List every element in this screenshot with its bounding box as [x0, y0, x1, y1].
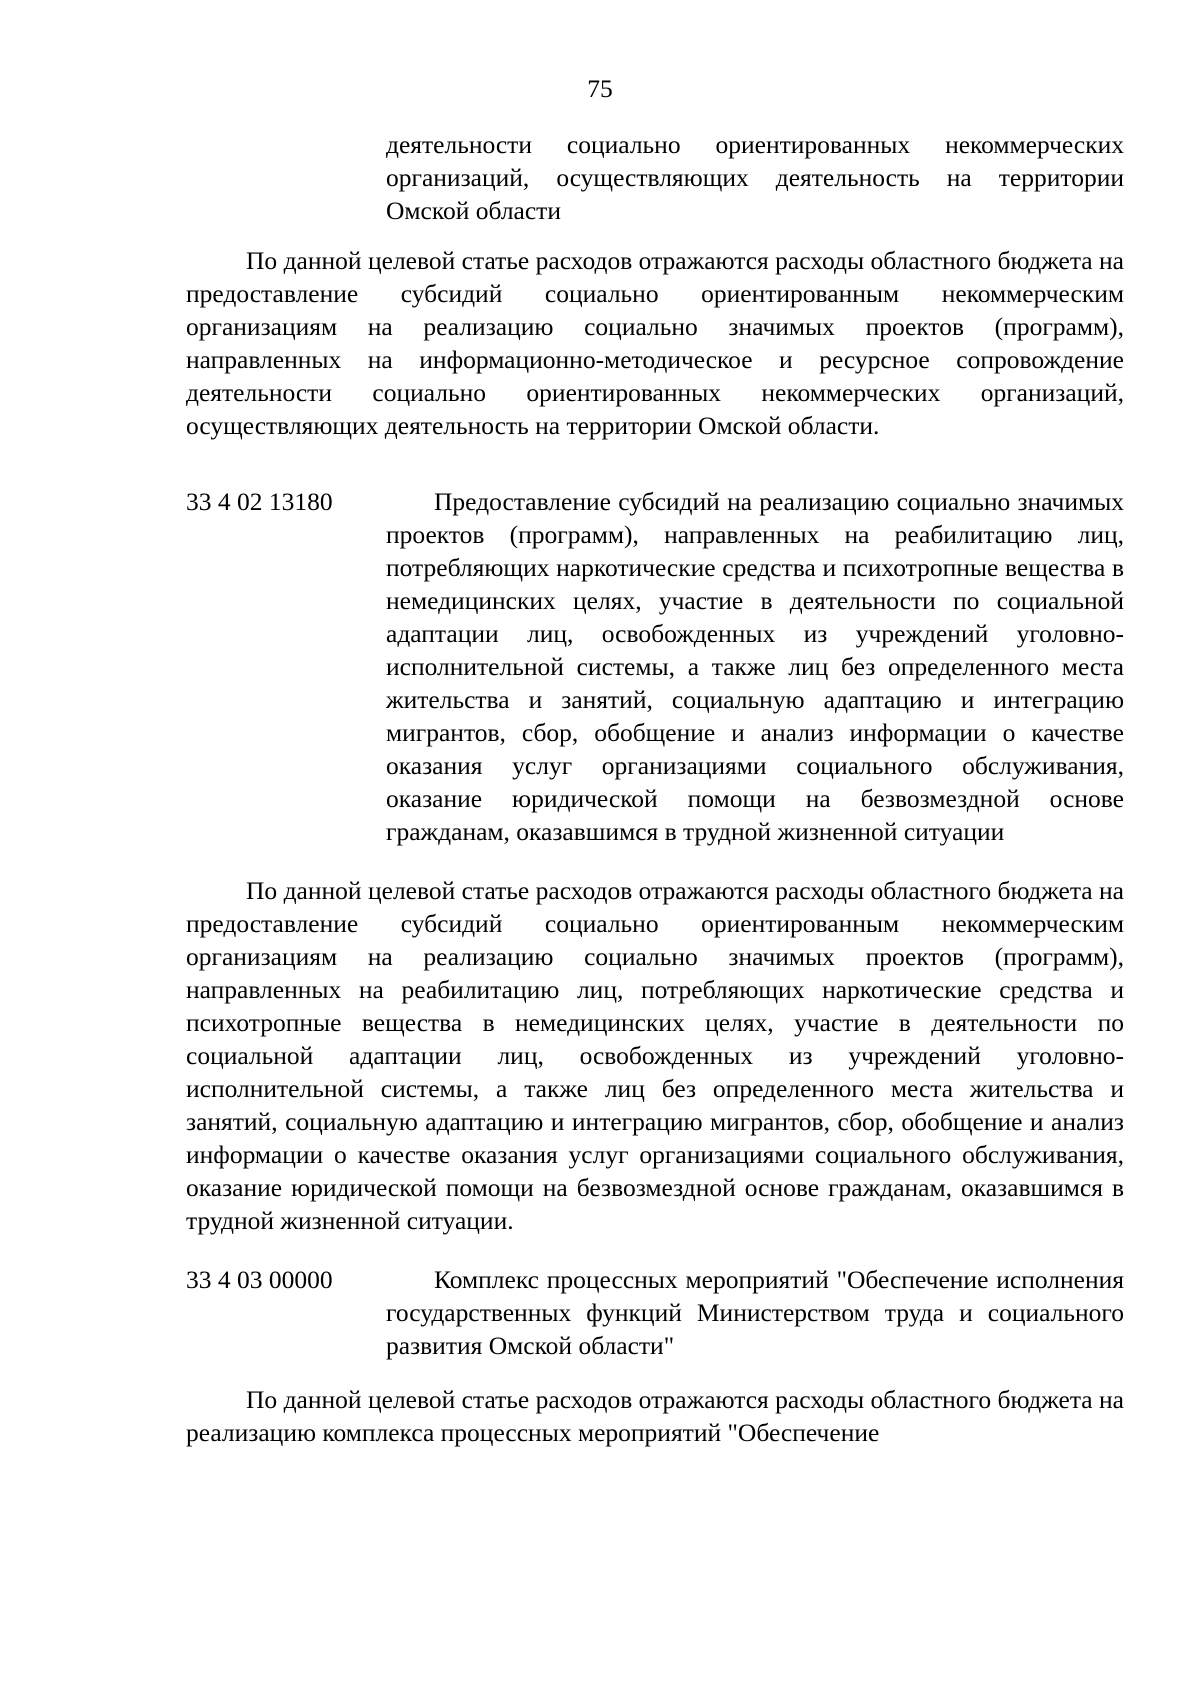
entry-paragraph: По данной целевой статье расходов отражаются расходы областного бюджета на предоставление субсидий социально ориентированным некоммерческим организациям на реализацию социально значимых проектов (программ), направленных на реабилитацию лиц, потребляющих наркотические средства и психотропные вещества в немедицинских целях, участие в деятельности по социальной адаптации лиц, освобожденных из учреждений уголовно-исполнительной системы, а также лиц без определенного места жительства и занятий, социальную адаптацию и интеграцию мигрантов, сбор, обобщение и анализ информации о качестве оказания услуг организациями социального обслуживания, оказание юридической помощи на безвозмездной основе гражданам, оказавшимся в трудной жизненной ситуации. [186, 876, 1124, 1235]
entry-title: Комплекс процессных мероприятий "Обеспечение исполнения государственных функций Министерством труда и социального развития Омской области" [386, 1265, 1124, 1360]
budget-code: 33 4 02 13180 [186, 487, 333, 516]
budget-code: 33 4 03 00000 [186, 1265, 333, 1294]
entry-title-continuation: деятельности социально ориентированных некоммерческих организаций, осуществляющих деятельность на территории Омской области [386, 130, 1124, 225]
entry-paragraph: По данной целевой статье расходов отражаются расходы областного бюджета на предоставление субсидий социально ориентированным некоммерческим организациям на реализацию социально значимых проектов (программ), направленных на информационно-методическое и ресурсное сопровождение деятельности социально ориентированных некоммерческих организаций, осуществляющих деятельность на территории Омской области. [186, 246, 1124, 440]
budget-code-entry [186, 1263, 1124, 1362]
entry-title: Предоставление субсидий на реализацию социально значимых проектов (программ), направленных на реабилитацию лиц, потребляющих наркотические средства и психотропные вещества в немедицинских целях, участие в деятельности по социальной адаптации лиц, освобожденных из учреждений уголовно-исполнительной системы, а также лиц без определенного места жительства и занятий, социальную адаптацию и интеграцию мигрантов, сбор, обобщение и анализ информации о качестве оказания услуг организациями социального обслуживания, оказание юридической помощи на безвозмездной основе гражданам, оказавшимся в трудной жизненной ситуации [386, 487, 1124, 846]
page-number: 75 [587, 74, 613, 103]
budget-code-entry [186, 485, 1124, 848]
entry-paragraph: По данной целевой статье расходов отражаются расходы областного бюджета на реализацию комплекса процессных мероприятий "Обеспечение [186, 1385, 1124, 1447]
